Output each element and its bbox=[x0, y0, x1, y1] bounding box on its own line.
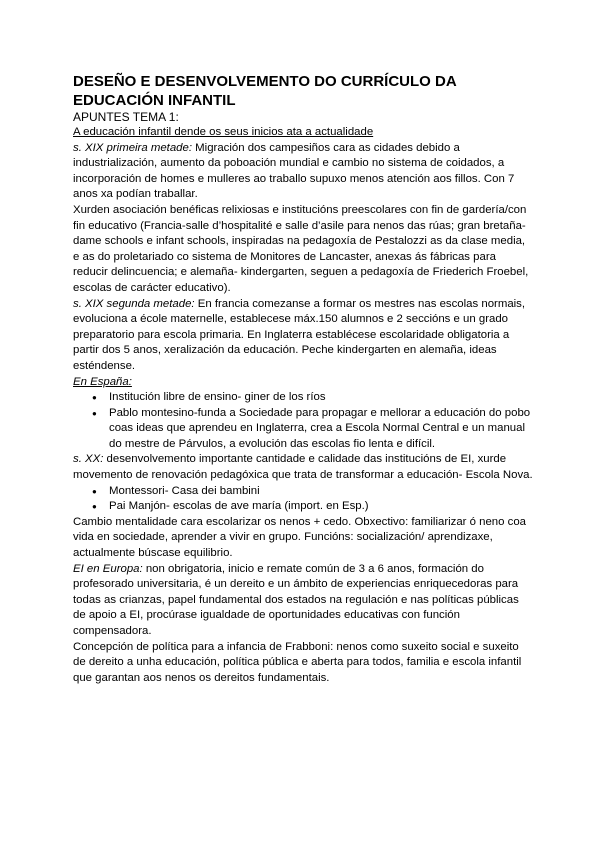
document-title: DESEÑO E DESENVOLVEMENTO DO CURRÍCULO DA EDUCACIÓN INFANTIL bbox=[73, 73, 457, 109]
document-content bbox=[73, 72, 533, 686]
list-item: ● Pai Manjón- escolas de ave maría (import. en Esp.) bbox=[109, 499, 533, 515]
paragraph-xix-second-half bbox=[73, 297, 533, 375]
paragraph-label: s. XIX segunda metade: bbox=[73, 297, 195, 310]
paragraph-xx bbox=[73, 452, 533, 483]
spain-label: En España: bbox=[73, 375, 132, 388]
paragraph-text: desenvolvemento importante cantidade e calidade das institucións de EI, xurde movemento de renovación pedagóxica que trata de transformar a educación- Escola Nova. bbox=[73, 453, 533, 482]
paragraph-label: s. XIX primeira metade: bbox=[73, 141, 193, 154]
spain-list bbox=[73, 390, 533, 452]
paragraph-text: Migración dos campesiños cara as cidades debido a industrialización, aumento da poboación mundial e cambio no sistema de coidados, a incorporación de homes e mulleres ao traballo supuxo menos atención aos fillos. Con 7 anos xa podían traballar. bbox=[73, 141, 515, 201]
paragraph-mentality: Cambio mentalidade cara escolarizar os nenos + cedo. Obxectivo: familiarizar ó neno coa vida en sociedade, aprender a vivir en grupo. Funcións: socialización/ aprendizaxe, actualmente búscase equilibrio. bbox=[73, 515, 527, 560]
document-subtitle: APUNTES TEMA 1: bbox=[73, 110, 179, 124]
list-item: ● Pablo montesino-funda a Sociedade para propagar e mellorar a educación do pobo coas ideas que aprendeu en Inglaterra, crea a Escola Normal Central e un manual do mestre de Párvulos, a evolución das escolas fio lenta e difícil. bbox=[109, 406, 533, 453]
paragraph-label: EI en Europa: bbox=[73, 562, 143, 575]
list-item: ● Institución libre de ensino- giner de los ríos bbox=[109, 390, 533, 406]
paragraph-text: En francia comezanse a formar os mestres nas escolas normais, evoluciona a école maternelle, establecese máx.150 alumnos e 2 seccións e un grado preparatorio para escola primaria. En Inglaterra establécese escolaridade obligatoria a partir dos 5 anos, xeralización da educación. Peche kindergarten en alemaña, ideas esténdense. bbox=[73, 297, 526, 372]
paragraph-associations: Xurden asociación benéficas relixiosas e institucións preescolares con fin de gardería/con fin educativo (Francia-salle d’hospitalité e salle d’asile para nenos das rúas; gran bretaña-dame schools e infant schools, inspiradas na pedagoxía de Pestalozzi as da clase media, e as do proletariado co sistema de Monitores de Lancaster, anexas ás fábricas para reducir delincuencia; e alemaña- kindergarten, seguen a pedagoxía de Friederich Froebel, escolas de carácter educativo). bbox=[73, 203, 529, 294]
paragraph-text: non obrigatoria, inicio e remate común de 3 a 6 anos, formación do profesorado universitaria, é un dereito e un ámbito de experiencias enriquecedoras para todas as crianzas, papel fundamental dos estados na regulación e nas políticas públicas de apoio a EI, procúrase igualdade de oportunidades educativas con función compensadora. bbox=[73, 562, 519, 637]
xx-list bbox=[73, 484, 533, 515]
paragraph-frabboni: Concepción de política para a infancia de Frabboni: nenos como suxeito social e suxeito de dereito a unha educación, política pública e aberta para todos, familia e escola infantil que garantan aos nenos os dereitos fundamentais. bbox=[73, 640, 522, 684]
paragraph-label: s. XX: bbox=[73, 453, 104, 466]
paragraph-xix-first-half bbox=[73, 141, 533, 203]
paragraph-europe bbox=[73, 562, 533, 640]
list-item: ● Montessori- Casa dei bambini bbox=[109, 484, 533, 500]
section-heading: A educación infantil dende os seus inicios ata a actualidade bbox=[73, 126, 374, 138]
